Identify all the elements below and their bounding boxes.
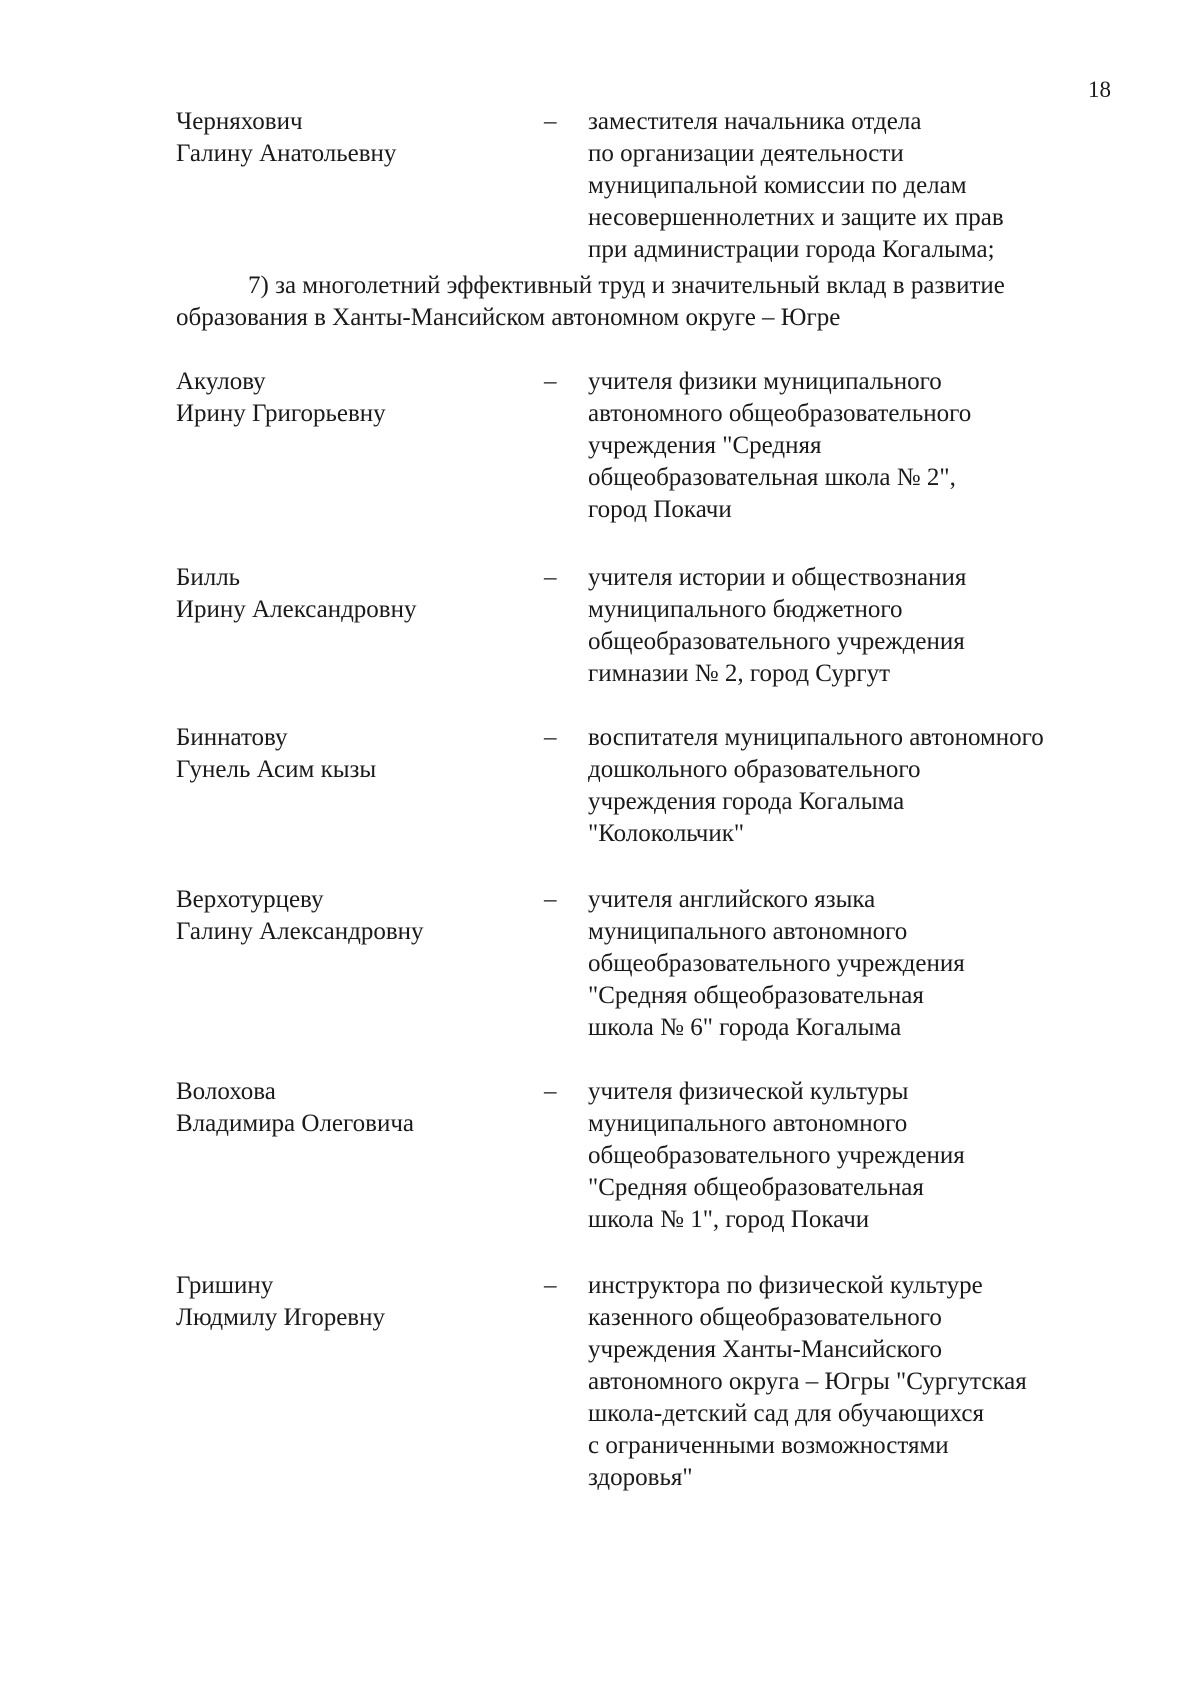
dash-separator: – — [544, 368, 557, 395]
description-line: с ограниченными возможностями — [588, 1432, 949, 1459]
position-description — [588, 106, 1128, 266]
dash-separator: – — [544, 886, 557, 913]
person-name — [176, 562, 536, 626]
surname: Гришину — [176, 1272, 274, 1299]
description-line: муниципального автономного — [588, 918, 908, 945]
description-line: общеобразовательная школа № 2", — [588, 464, 956, 491]
dash-separator: – — [544, 1272, 557, 1299]
section-line: образования в Ханты-Мансийском автономном округе – Югре — [176, 304, 841, 331]
given-names: Галину Александровну — [176, 918, 424, 945]
given-names: Владимира Олеговича — [176, 1110, 415, 1137]
description-line: "Колокольчик" — [588, 820, 745, 847]
position-description — [588, 562, 1128, 690]
surname: Верхотурцеву — [176, 886, 324, 913]
position-description — [588, 1270, 1128, 1494]
description-line: учреждения Ханты-Мансийского — [588, 1336, 943, 1363]
description-line: школа № 6" города Когалыма — [588, 1014, 902, 1041]
description-line: общеобразовательного учреждения — [588, 1142, 965, 1169]
description-line: автономного общеобразовательного — [588, 400, 972, 427]
surname: Биннатову — [176, 724, 288, 751]
dash-separator: – — [544, 108, 557, 135]
surname: Акулову — [176, 368, 266, 395]
description-line: казенного общеобразовательного — [588, 1304, 942, 1331]
person-name — [176, 1270, 536, 1334]
position-description — [588, 1076, 1128, 1236]
description-line: общеобразовательного учреждения — [588, 950, 965, 977]
description-line: заместителя начальника отдела — [588, 108, 922, 135]
description-line: "Средняя общеобразовательная — [588, 982, 924, 1009]
person-name — [176, 366, 536, 430]
position-description — [588, 366, 1128, 526]
description-line: инструктора по физической культуре — [588, 1272, 983, 1299]
description-line: учителя истории и обществознания — [588, 564, 967, 591]
description-line: автономного округа – Югры "Сургутская — [588, 1368, 1027, 1395]
position-description — [588, 884, 1128, 1044]
description-line: по организации деятельности — [588, 140, 904, 167]
description-line: муниципальной комиссии по делам — [588, 172, 967, 199]
person-name — [176, 1076, 536, 1140]
section-heading — [176, 270, 1136, 334]
given-names: Гунель Асим кызы — [176, 756, 377, 783]
description-line: "Средняя общеобразовательная — [588, 1174, 924, 1201]
description-line: учреждения "Средняя — [588, 432, 822, 459]
description-line: учреждения города Когалыма — [588, 788, 905, 815]
description-line: учителя физики муниципального — [588, 368, 942, 395]
person-name — [176, 884, 536, 948]
description-line: дошкольного образовательного — [588, 756, 921, 783]
description-line: общеобразовательного учреждения — [588, 628, 965, 655]
given-names: Ирину Александровну — [176, 596, 417, 623]
section-line: 7) за многолетний эффективный труд и значительный вклад в развитие — [248, 272, 1005, 299]
description-line: учителя физической культуры — [588, 1078, 909, 1105]
person-name — [176, 106, 536, 170]
description-line: город Покачи — [588, 496, 732, 523]
person-name — [176, 722, 536, 786]
description-line: школа-детский сад для обучающихся — [588, 1400, 985, 1427]
dash-separator: – — [544, 1078, 557, 1105]
description-line: здоровья" — [588, 1464, 693, 1491]
given-names: Ирину Григорьевну — [176, 400, 386, 427]
dash-separator: – — [544, 564, 557, 591]
given-names: Людмилу Игоревну — [176, 1304, 385, 1331]
description-line: школа № 1", город Покачи — [588, 1206, 870, 1233]
description-line: учителя английского языка — [588, 886, 876, 913]
dash-separator: – — [544, 724, 557, 751]
position-description — [588, 722, 1128, 850]
description-line: муниципального автономного — [588, 1110, 908, 1137]
description-line: при администрации города Когалыма; — [588, 236, 995, 263]
page-number: 18 — [1088, 77, 1111, 102]
given-names: Галину Анатольевну — [176, 140, 397, 167]
surname: Черняхович — [176, 108, 303, 135]
surname: Волохова — [176, 1078, 276, 1105]
description-line: муниципального бюджетного — [588, 596, 903, 623]
description-line: гимназии № 2, город Сургут — [588, 660, 891, 687]
surname: Билль — [176, 564, 241, 591]
description-line: несовершеннолетних и защите их прав — [588, 204, 1004, 231]
description-line: воспитателя муниципального автономного — [588, 724, 1044, 751]
